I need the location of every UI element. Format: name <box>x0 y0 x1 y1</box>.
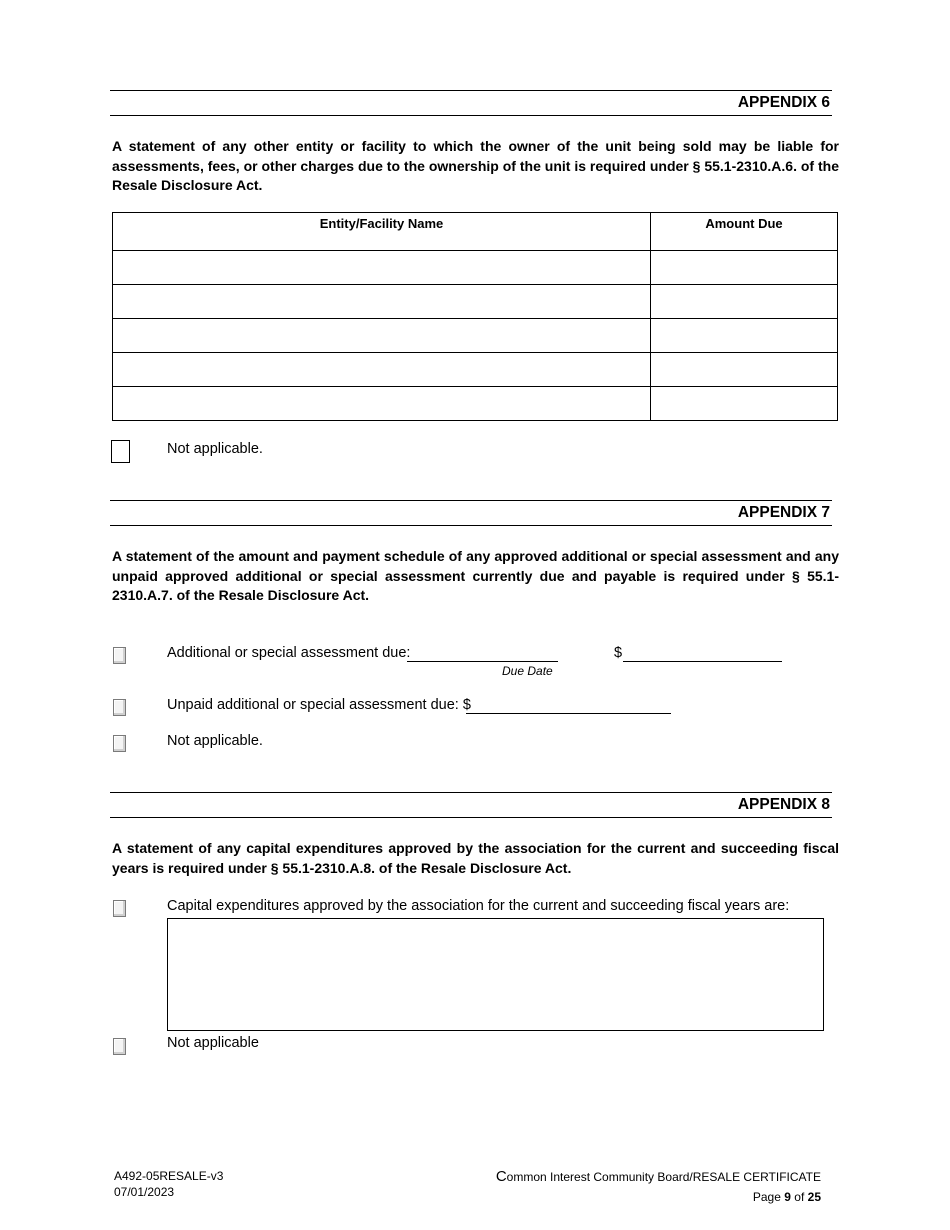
appendix6-not-applicable-checkbox[interactable] <box>111 440 130 463</box>
entity-name-cell[interactable] <box>113 319 651 353</box>
page-number <box>620 1190 821 1204</box>
appendix8-not-applicable-checkbox[interactable] <box>113 1038 126 1055</box>
appendix6-bottom-rule <box>110 115 832 116</box>
additional-assessment-label: Additional or special assessment due: <box>167 645 411 661</box>
capital-expenditures-textbox[interactable] <box>167 918 824 1031</box>
table-row <box>113 319 838 353</box>
capital-expenditures-label: Capital expenditures approved by the association for the current and succeeding fiscal years are: <box>167 898 790 914</box>
page-current: 9 <box>784 1190 791 1204</box>
amount-due-cell[interactable] <box>651 319 838 353</box>
entity-facility-table <box>112 212 838 421</box>
table-row <box>113 387 838 421</box>
additional-assessment-checkbox[interactable] <box>113 647 126 664</box>
amount-due-cell[interactable] <box>651 251 838 285</box>
appendix6-statement: A statement of any other entity or facility to which the owner of the unit being sold may be liable for assessments, fees, or other charges due to the ownership of the unit is required under § 55.1-2310.A.6. of the Resale Disclosure Act. <box>112 138 839 193</box>
appendix8-title: APPENDIX 8 <box>737 796 830 813</box>
dollar-sign: $ <box>614 645 623 661</box>
appendix8-bottom-rule <box>110 817 832 818</box>
entity-name-cell[interactable] <box>113 387 651 421</box>
appendix8-top-rule <box>110 792 832 793</box>
document-title-rest: ommon Interest Community Board/RESALE CERTIFICATE <box>506 1170 821 1184</box>
table-row <box>113 353 838 387</box>
appendix6-not-applicable-label: Not applicable. <box>167 441 263 457</box>
unpaid-assessment-label: Unpaid additional or special assessment due: $ <box>167 697 471 713</box>
appendix8-statement: A statement of any capital expenditures approved by the association for the current and succeeding fiscal years is required under § 55.1-2310.A.8. of the Resale Disclosure Act. <box>112 840 839 876</box>
amount-due-cell[interactable] <box>651 353 838 387</box>
entity-name-cell[interactable] <box>113 285 651 319</box>
appendix8-not-applicable-label: Not applicable <box>167 1035 259 1051</box>
appendix7-not-applicable-checkbox[interactable] <box>113 735 126 752</box>
appendix7-top-rule <box>110 500 832 501</box>
page-of: of <box>794 1190 805 1204</box>
page-total: 25 <box>807 1190 821 1204</box>
unpaid-assessment-checkbox[interactable] <box>113 699 126 716</box>
unpaid-amount-field[interactable] <box>466 713 671 714</box>
appendix7-not-applicable-label: Not applicable. <box>167 733 263 749</box>
entity-name-cell[interactable] <box>113 353 651 387</box>
amount-due-header: Amount Due <box>651 213 838 251</box>
appendix7-statement: A statement of the amount and payment schedule of any approved additional or special assessment and any unpaid approved additional or special assessment currently due and payable is required under § 55.1-2310.A.7. of the Resale Disclosure Act. <box>112 548 839 603</box>
amount-due-cell[interactable] <box>651 285 838 319</box>
page-word: Page <box>752 1190 781 1204</box>
capital-expenditures-checkbox[interactable] <box>113 900 126 917</box>
appendix7-bottom-rule <box>110 525 832 526</box>
appendix6-top-rule <box>110 90 832 91</box>
amount-due-cell[interactable] <box>651 387 838 421</box>
table-row <box>113 251 838 285</box>
appendix6-title: APPENDIX 6 <box>737 94 830 111</box>
due-date-caption: Due Date <box>502 664 553 678</box>
entity-name-cell[interactable] <box>113 251 651 285</box>
document-title-initial: C <box>495 1168 507 1185</box>
entity-facility-name-header: Entity/Facility Name <box>113 213 651 251</box>
due-date-field[interactable] <box>407 661 558 662</box>
assessment-amount-field[interactable] <box>623 661 782 662</box>
document-title <box>420 1168 821 1185</box>
form-id: A492-05RESALE-v3 <box>114 1169 224 1183</box>
appendix7-title: APPENDIX 7 <box>737 504 830 521</box>
table-row <box>113 285 838 319</box>
form-date: 07/01/2023 <box>114 1185 175 1199</box>
